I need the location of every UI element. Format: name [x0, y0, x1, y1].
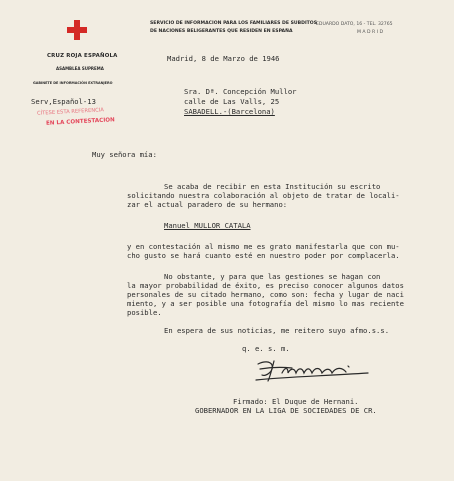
org-name: CRUZ ROJA ESPAÑOLA [47, 53, 118, 59]
stamp-line-1: CÍTESE ESTA REFERENCIA [36, 107, 105, 117]
paragraph-4: En espera de sus noticias, me reitero suyo afmo.s.s. [164, 326, 390, 335]
salutation: Muy señora mía: [92, 150, 157, 159]
paragraph-3-line: la mayor probabilidad de éxito, es preciso conocer algunos datos [127, 281, 404, 290]
stamp-line-2: EN LA CONTESTACION [45, 117, 115, 127]
address-line-2: M A D R I D [357, 30, 384, 35]
service-line-2: DE NACIONES BELIGERANTES QUE RESIDEN EN ESPAÑA [150, 29, 293, 34]
paragraph-3-line: No obstante, y para que las gestiones se hagan con [164, 272, 381, 281]
red-cross-horizontal [67, 27, 87, 33]
red-cross-icon [67, 20, 87, 40]
signed-by: Firmado: El Duque de Hernani. [233, 397, 359, 406]
paragraph-3-line: posible. [127, 308, 162, 317]
service-line-1: SERVICIO DE INFORMACION PARA LOS FAMILIARES DE SUBDITOS [150, 21, 318, 26]
paragraph-1-line: solicitando nuestra colaboración al objeto de tratar de locali- [127, 191, 400, 200]
recipient-line-3: SABADELL.-(Barcelona) [184, 107, 275, 116]
handwritten-signature [252, 355, 372, 385]
paragraph-3-line: miento, y a ser posible una fotografía del mismo lo mas reciente [127, 299, 404, 308]
paragraph-3-line: personales de su citado hermano, como son: fecha y lugar de naci [127, 290, 404, 299]
closing-abbreviation: q. e. s. m. [242, 344, 290, 353]
org-department: GABINETE DE INFORMACIÓN EXTRANJERO [33, 81, 113, 85]
reference-number: Serv,Español-13 [31, 97, 96, 106]
letter-date: Madrid, 8 de Marzo de 1946 [167, 54, 280, 63]
address-line-1: EDUARDO DATO, 16 - TEL. 32765 [316, 22, 393, 27]
paragraph-1-line: zar el actual paradero de su hermano: [127, 200, 288, 209]
signatory-title: GOBERNADOR EN LA LIGA DE SOCIEDADES DE CR. [195, 406, 377, 415]
recipient-line-1: Sra. Dª. Concepción Mullor [184, 87, 297, 96]
paragraph-2-line: cho gusto se hará cuanto esté en nuestro poder por complacerla. [127, 251, 400, 260]
signature-drawing [252, 355, 372, 385]
missing-person-name: Manuel MULLOR CATALA [164, 221, 251, 230]
recipient-line-2: calle de Las Valls, 25 [184, 97, 280, 106]
paragraph-1-line: Se acaba de recibir en esta Institución su escrito [164, 182, 381, 191]
org-assembly: ASAMBLEA SUPREMA [56, 66, 104, 71]
paragraph-2-line: y en contestación al mismo me es grato manifestarla que con mu- [127, 242, 400, 251]
